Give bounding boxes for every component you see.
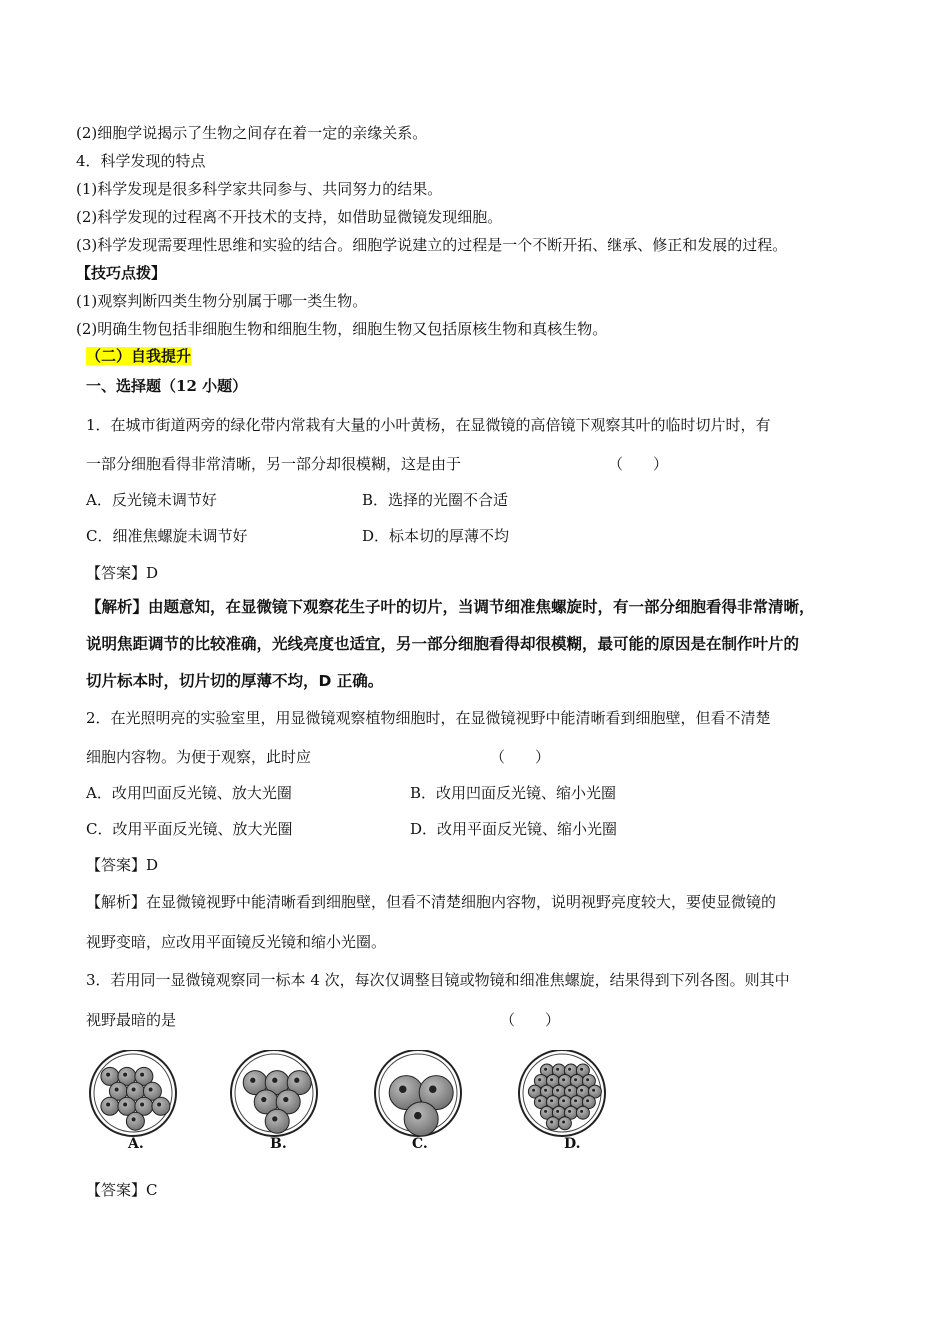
text-line: (2)科学发现的过程离不开技术的支持，如借助显微镜发现细胞。 [76, 208, 503, 226]
answer-label: 【答案】D [86, 564, 159, 582]
point-heading: 4．科学发现的特点 [76, 152, 206, 170]
answer-paren: （ ） [500, 1011, 561, 1029]
text-line: (1)科学发现是很多科学家共同参与、共同努力的结果。 [76, 180, 443, 198]
option-a: A．改用凹面反光镜、放大光圈 [86, 784, 292, 802]
question-stem: 细胞内容物。为便于观察，此时应 [86, 748, 312, 766]
question-stem: 2．在光照明亮的实验室里，用显微镜观察植物细胞时，在显微镜视野中能清晰看到细胞壁，但看不清楚 [86, 709, 771, 727]
answer-paren: （ ） [490, 748, 551, 766]
microscope-views-figure [88, 1050, 608, 1160]
figure-label-b: B. [270, 1136, 287, 1152]
self-improve-heading: （二）自我提升 [86, 347, 192, 365]
option-b: B．改用凹面反光镜、缩小光圈 [410, 784, 617, 802]
question-stem: 3．若用同一显微镜观察同一标本 4 次，每次仅调整目镜或物镜和细准焦螺旋，结果得到下列各图。则其中 [86, 971, 790, 989]
field-a-icon [90, 1050, 176, 1136]
explanation: 说明焦距调节的比较准确，光线亮度也适宜，另一部分细胞看得却很模糊，最可能的原因是在制作叶片的 [86, 635, 800, 653]
option-b: B．选择的光圈不合适 [362, 491, 509, 509]
explanation: 切片标本时，切片切的厚薄不均，D 正确。 [86, 672, 384, 690]
question-stem: 一部分细胞看得非常清晰，另一部分却很模糊，这是由于 [86, 455, 462, 473]
text-line: (2)细胞学说揭示了生物之间存在着一定的亲缘关系。 [76, 124, 428, 142]
option-d: D．改用平面反光镜、缩小光圈 [410, 820, 618, 838]
option-c: C．细准焦螺旋未调节好 [86, 527, 248, 545]
figure-label-c: C. [412, 1136, 428, 1152]
section-title: 一、选择题（12 小题） [86, 377, 248, 395]
text-line: (3)科学发现需要理性思维和实验的结合。细胞学说建立的过程是一个不断开拓、继承、修正和发展的过程。 [76, 236, 788, 254]
explanation: 【解析】在显微镜视野中能清晰看到细胞壁，但看不清楚细胞内容物，说明视野亮度较大，要使显微镜的 [86, 893, 777, 911]
field-d-icon [519, 1050, 605, 1136]
field-b-icon [231, 1050, 317, 1136]
tip-line: (1)观察判断四类生物分别属于哪一类生物。 [76, 292, 368, 310]
option-a: A．反光镜未调节好 [86, 491, 217, 509]
option-d: D．标本切的厚薄不均 [362, 527, 510, 545]
option-c: C．改用平面反光镜、放大光圈 [86, 820, 293, 838]
answer-label: 【答案】C [86, 1181, 158, 1199]
answer-paren: （ ） [608, 455, 669, 473]
figure-label-a: A. [128, 1136, 144, 1152]
answer-label: 【答案】D [86, 856, 159, 874]
tips-heading: 【技巧点拨】 [76, 264, 167, 282]
tip-line: (2)明确生物包括非细胞生物和细胞生物，细胞生物又包括原核生物和真核生物。 [76, 320, 608, 338]
question-stem: 1．在城市街道两旁的绿化带内常栽有大量的小叶黄杨，在显微镜的高倍镜下观察其叶的临时切片时，有 [86, 416, 771, 434]
explanation: 【解析】由题意知，在显微镜下观察花生子叶的切片，当调节细准焦螺旋时，有一部分细胞看得非常清晰， [86, 598, 815, 616]
field-c-icon [375, 1050, 461, 1136]
explanation: 视野变暗，应改用平面镜反光镜和缩小光圈。 [86, 933, 387, 951]
figure-label-d: D. [564, 1136, 581, 1152]
question-stem: 视野最暗的是 [86, 1011, 177, 1029]
